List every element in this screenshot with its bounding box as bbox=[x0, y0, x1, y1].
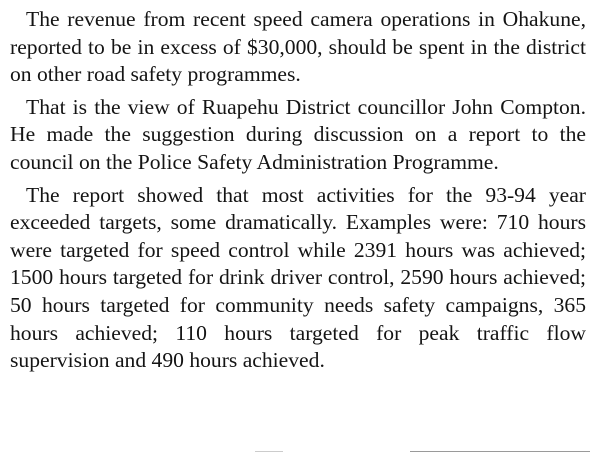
bottom-rule bbox=[410, 451, 590, 452]
paragraph-report-targets: The report showed that most activities for the 93-94 year exceeded targets, some dramatically. Examples were: 710 hours were targeted for speed control while 2391 hours was achieved; 1500 hours targeted for drink driver control, 2590 hours achieved; 50 hours targeted for community needs safety campaigns, 365 hours achieved; 110 hours targeted for peak traffic flow supervision and 490 hours achieved. bbox=[10, 182, 586, 373]
paragraph-revenue: The revenue from recent speed camera operations in Ohakune, reported to be in excess of $30,000, should be spent in the district on other road safety programmes. bbox=[10, 7, 586, 87]
bottom-rule-fragment bbox=[255, 451, 283, 452]
paragraph-councillor-view: That is the view of Ruapehu District councillor John Compton. He made the suggestion during discussion on a report to the council on the Police Safety Administration Programme. bbox=[10, 94, 586, 174]
article-body bbox=[10, 6, 586, 380]
